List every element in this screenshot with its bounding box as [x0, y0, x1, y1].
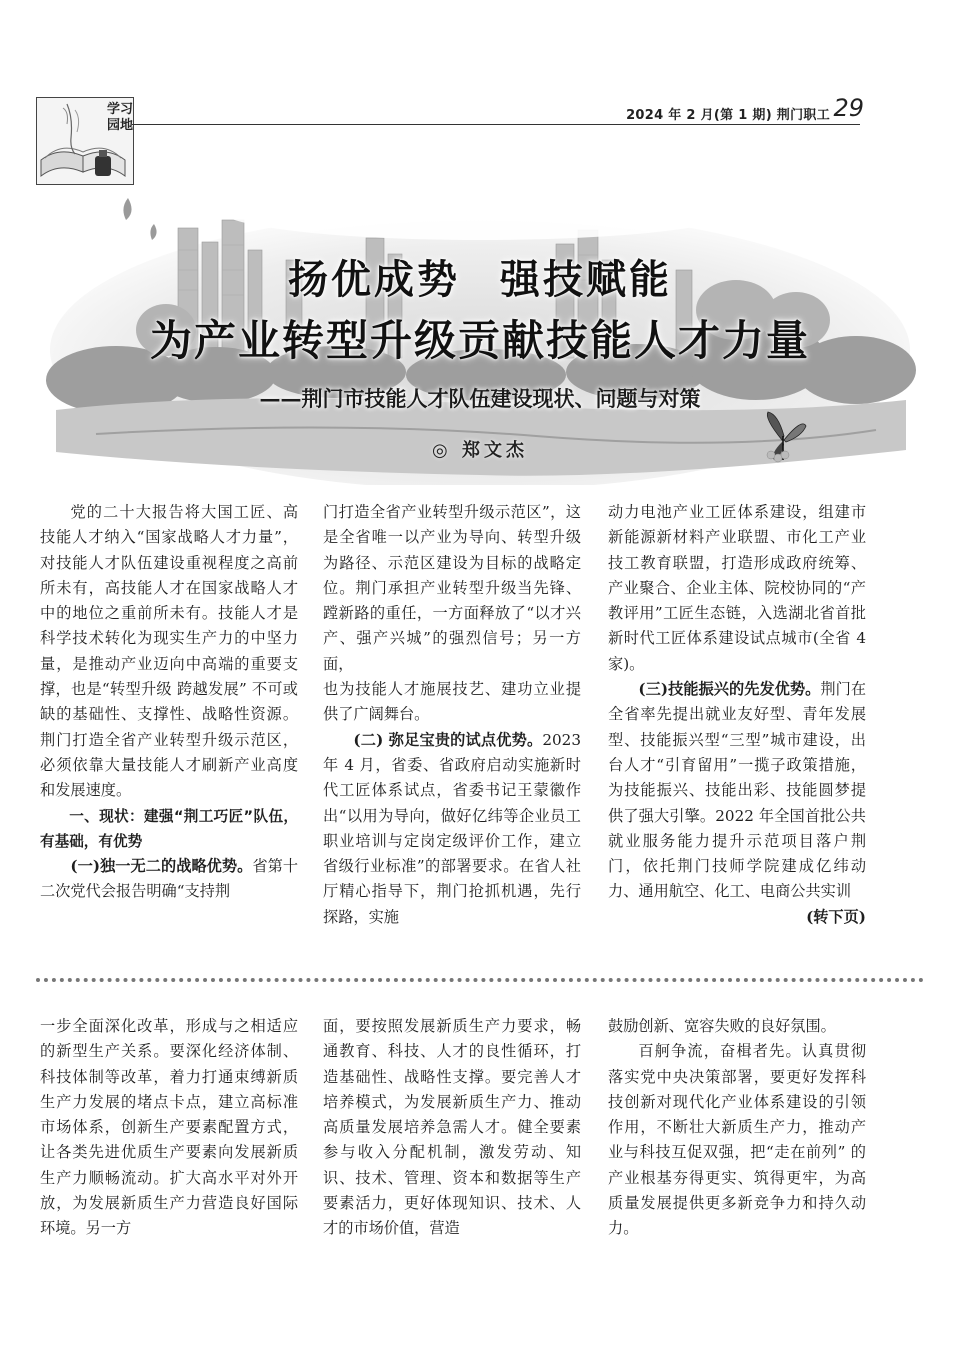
section-corner-box: [36, 97, 134, 185]
paragraph: 一步全面深化改革，形成与之相适应的新型生产关系。要深化经济体制、科技体制等改革，着力打通束缚新质生产力发展的堵点卡点，建立高标准市场体系，创新生产要素配置方式，让各类先进优质生产要素向发展新质生产力顺畅流动。扩大高水平对外开放，为发展新质生产力营造良好国际环境。另一方: [40, 1017, 298, 1238]
paragraph: 百舸争流，奋楫者先。认真贯彻落实党中央决策部署，要更好发挥科技创新对现代化产业体系建设的引领作用，不断壮大新质生产力，推动产业与科技互促双强，把“走在前列” 的产业根基夯得更实、筑得更牢，为高质量发展提供更多新竞争力和持久动力。: [608, 1042, 866, 1238]
paragraph-lead: (二) 弥足宝贵的试点优势。: [353, 730, 543, 749]
paragraph: 也为技能人才施展技艺、建功立业提供了广阔舞台。: [323, 680, 581, 724]
paragraph: 鼓励创新、宽容失败的良好氛围。: [608, 1017, 836, 1035]
continued-marker: (转下页): [806, 907, 866, 926]
issue-info: 2024 年 2 月(第 1 期) 荆门职工: [626, 108, 830, 123]
lower-column-2: [323, 1014, 581, 1242]
title-part-1: 扬优成势: [288, 257, 460, 303]
article-column-1: [40, 500, 298, 905]
paragraph: (三)技能振兴的先发优势。荆门在全省率先提出就业友好型、青年发展型、技能振兴型“三型”城市建设，出台人才“引育留用”一揽子政策措施，为技能振兴、技能出彩、技能圆梦提供了强大引擎。2022 年全国首批公共就业服务能力提升示范项目落户荆门，依托荆门技师学院建成亿纬动力、通用航空、化工、电商公共实训 (转下页): [608, 677, 866, 905]
article-title-line-2: 为产业转型升级贡献技能人才力量: [149, 316, 810, 365]
paragraph: (一)独一无二的战略优势。省第十二次党代会报告明确“支持荆: [40, 857, 299, 901]
article-title-line-1: [36, 248, 924, 305]
paragraph: 门打造全省产业转型升级示范区”，这是全省唯一以产业为导向、转型升级为路径、示范区建设为目标的战略定位。荆门承担产业转型升级当先锋、蹚新路的重任，一方面释放了“以才兴产、强产兴城”的强烈信号；另一方面，: [323, 503, 581, 673]
paragraph: 党的二十大报告将大国工匠、高技能人才纳入“国家战略人才力量”，对技能人才队伍建设重视程度之高前所未有，高技能人才在国家战略人才中的地位之重前所未有。技能人才是科学技术转化为现实生产力的中坚力量，是推动产业迈向中高端的重要支撑，也是“转型升级 跨越发展” 不可或缺的基础性、支撑性、战略性资源。荆门打造全省产业转型升级示范区，必须依靠大量技能人才刷新产业高度和发展速度。: [40, 503, 298, 800]
section-label: 学习园地: [107, 102, 134, 133]
paragraph: (二) 弥足宝贵的试点优势。2023 年 4 月，省委、省政府启动实施新时代工匠体系试点，省委书记王蒙徽作出“以用为导向，做好亿纬等企业员工职业培训与定岗定级评价工作，建立省级行业标准”的部署要求。在省人社厅精心指导下，荆门抢抓机遇，先行探路，实施: [323, 730, 581, 926]
lower-column-1: [40, 1014, 298, 1242]
paragraph-lead: (三)技能振兴的先发优势。: [638, 680, 821, 699]
paragraph: 面，要按照发展新质生产力要求，畅通教育、科技、人才的良性循环，打造基础性、战略性支撑。要完善人才培养模式，为发展新质生产力、推动高质量发展培养急需人才。健全要素参与收入分配机制，激发劳动、知识、技术、管理、资本和数据等生产要素活力，更好体现知识、技术、人才的市场价值，营造: [323, 1017, 581, 1238]
paragraph: 动力电池产业工匠体系建设，组建市新能源新材料产业联盟、市化工产业技工教育联盟，打造形成政府统筹、产业聚合、企业主体、院校协同的“产教评用”工匠生态链，入选湖北省首批新时代工匠体系建设试点城市(全省 4 家)。: [608, 503, 866, 673]
section-heading: 一、现状：建强“荆工巧匠”队伍，有基础，有优势: [40, 807, 298, 850]
header-rule: [132, 124, 860, 125]
section-divider: [36, 978, 924, 982]
title-banner: [36, 190, 924, 485]
lower-column-3: [608, 1014, 866, 1242]
title-part-2: 强技赋能: [500, 257, 672, 303]
paragraph-lead: (一)独一无二的战略优势。: [70, 857, 253, 876]
article-subtitle: ——荆门市技能人才队伍建设现状、问题与对策: [259, 386, 701, 411]
page-number: 29: [833, 94, 864, 122]
article-column-2: [323, 500, 581, 930]
article-column-3: [608, 500, 866, 930]
article-author: ◎ 郑文杰: [432, 440, 528, 461]
